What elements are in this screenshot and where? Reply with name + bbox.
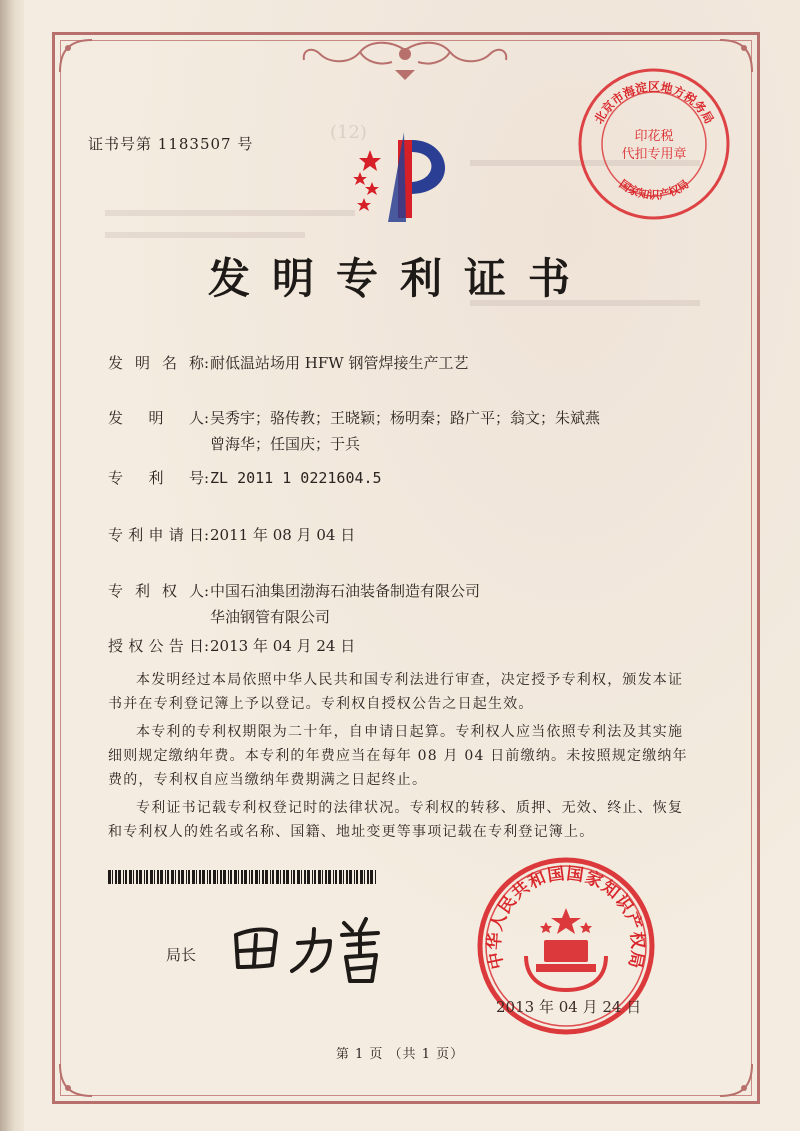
certificate-number-value: 1183507: [157, 135, 232, 153]
barcode-bar: [339, 870, 342, 884]
barcode-icon: [108, 870, 378, 884]
barcode-bar: [192, 870, 195, 884]
field-value-line2: 华油钢管有限公司: [210, 608, 331, 626]
barcode-bar: [354, 870, 355, 884]
barcode-bar: [234, 870, 237, 884]
barcode-bar: [297, 870, 300, 884]
barcode-bar: [314, 870, 316, 884]
barcode-bar: [123, 870, 124, 884]
barcode-bar: [217, 870, 218, 884]
signature-icon: [226, 905, 396, 985]
barcode-bar: [304, 870, 306, 884]
barcode-bar: [375, 870, 376, 884]
barcode-bar: [144, 870, 145, 884]
barcode-bar: [118, 870, 121, 884]
barcode-bar: [178, 870, 180, 884]
field-filing-date: 专利申请日:2011 年 08 月 04 日: [108, 522, 355, 548]
barcode-bar: [154, 870, 155, 884]
barcode-bar: [196, 870, 197, 884]
barcode-bar: [301, 870, 302, 884]
field-value: 中国石油集团渤海石油装备制造有限公司: [210, 582, 481, 600]
barcode-bar: [202, 870, 205, 884]
ghost-line: [105, 210, 355, 216]
field-label: 专利权人: [108, 582, 204, 600]
barcode-bar: [157, 870, 159, 884]
certificate-number-suffix: 号: [237, 135, 254, 153]
barcode-bar: [160, 870, 163, 884]
barcode-bar: [322, 870, 323, 884]
ghost-text: (12): [330, 122, 367, 143]
barcode-bar: [125, 870, 127, 884]
barcode-bar: [265, 870, 268, 884]
barcode-bar: [241, 870, 243, 884]
barcode-bar: [186, 870, 187, 884]
barcode-bar: [283, 870, 285, 884]
barcode-bar: [364, 870, 365, 884]
corner-ornament-icon: [716, 1060, 756, 1100]
barcode-bar: [181, 870, 184, 884]
barcode-bar: [207, 870, 208, 884]
barcode-bar: [136, 870, 138, 884]
field-value: 2013 年 04 月 24 日: [210, 637, 356, 655]
barcode-bar: [276, 870, 279, 884]
field-label: 发明人: [108, 409, 204, 427]
field-value-line2: 曾海华；任国庆；于兵: [210, 435, 361, 453]
field-label: 专利号: [108, 469, 204, 487]
certificate-title: 发明专利证书: [207, 254, 592, 303]
barcode-bar: [251, 870, 253, 884]
corner-ornament-icon: [56, 1060, 96, 1100]
sipo-logo-icon: [340, 122, 470, 232]
barcode-bar: [230, 870, 232, 884]
svg-text:国家知识产权局: 国家知识产权局: [616, 177, 692, 202]
barcode-bar: [213, 870, 216, 884]
barcode-bar: [286, 870, 289, 884]
barcode-bar: [175, 870, 176, 884]
barcode-bar: [112, 870, 113, 884]
barcode-bar: [255, 870, 258, 884]
barcode-bar: [270, 870, 271, 884]
svg-text:印花税: 印花税: [634, 129, 674, 144]
barcode-bar: [367, 870, 369, 884]
field-invention-name: 发明名称:耐低温站场用 HFW 钢管焊接生产工艺: [108, 350, 468, 376]
body-paragraph: 本专利的专利权期限为二十年，自申请日起算。专利权人应当依照专利法及其实施细则规定缴纳年费。本专利的年费应当在每年 08 月 04 日前缴纳。未按照规定缴纳年费的，专利权自应当缴纳年费期满之日起终止。: [108, 724, 688, 788]
barcode-bar: [291, 870, 292, 884]
barcode-bar: [325, 870, 327, 884]
barcode-bar: [272, 870, 274, 884]
barcode-bar: [343, 870, 344, 884]
svg-text:代扣专用章: 代扣专用章: [621, 147, 687, 162]
field-value: 2011 年 08 月 04 日: [210, 526, 356, 544]
barcode-bar: [346, 870, 348, 884]
director-label: 局长: [166, 946, 197, 964]
barcode-bar: [249, 870, 250, 884]
barcode-bar: [129, 870, 132, 884]
barcode-bar: [188, 870, 190, 884]
seal-date: 2013 年 04 月 24 日: [496, 998, 642, 1016]
barcode-bar: [171, 870, 174, 884]
page-number: 第 1 页 （共 1 页）: [335, 1047, 465, 1062]
svg-text:北京市海淀区地方税务局: 北京市海淀区地方税务局: [591, 79, 717, 127]
certificate-number: [88, 133, 253, 154]
field-value: 耐低温站场用 HFW 钢管焊接生产工艺: [210, 354, 469, 372]
barcode-bar: [335, 870, 337, 884]
barcode-bar: [262, 870, 264, 884]
top-ornament-icon: [300, 40, 510, 86]
field-grant-date: 授权公告日:2013 年 04 月 24 日: [108, 633, 355, 659]
certificate-number-label: 证书号第: [88, 135, 153, 153]
field-label: 发明名称: [108, 354, 204, 372]
barcode-bar: [280, 870, 281, 884]
barcode-bar: [328, 870, 331, 884]
svg-text:中华人民共和国国家知识产权局: 中华人民共和国国家知识产权局: [484, 863, 648, 971]
ghost-line: [105, 232, 305, 238]
barcode-bar: [244, 870, 247, 884]
barcode-bar: [238, 870, 239, 884]
barcode-bar: [165, 870, 166, 884]
barcode-bar: [370, 870, 373, 884]
field-label: 授权公告日: [108, 637, 204, 655]
book-spine: [0, 0, 24, 1131]
barcode-bar: [209, 870, 211, 884]
barcode-bar: [293, 870, 295, 884]
certificate-body: [108, 668, 698, 848]
barcode-bar: [318, 870, 321, 884]
barcode-bar: [133, 870, 134, 884]
barcode-bar: [167, 870, 169, 884]
tax-stamp-seal-icon: [574, 64, 734, 224]
barcode-bar: [312, 870, 313, 884]
field-inventors: 发明人:吴秀宇；骆传教；王晓颖；杨明秦；路广平；翁文；朱斌燕 曾海华；任国庆；于兵: [108, 405, 600, 457]
barcode-bar: [307, 870, 310, 884]
corner-ornament-icon: [56, 36, 96, 76]
barcode-bar: [139, 870, 142, 884]
body-paragraph: 本发明经过本局依照中华人民共和国专利法进行审查，决定授予专利权，颁发本证书并在专利登记簿上予以登记。专利权自授权公告之日起生效。: [108, 672, 684, 712]
barcode-bar: [228, 870, 229, 884]
barcode-bar: [360, 870, 363, 884]
barcode-bar: [223, 870, 226, 884]
barcode-bar: [115, 870, 117, 884]
barcode-bar: [146, 870, 148, 884]
field-label: 专利申请日: [108, 526, 204, 544]
barcode-bar: [356, 870, 358, 884]
field-value: 吴秀宇；骆传教；王晓颖；杨明秦；路广平；翁文；朱斌燕: [210, 409, 601, 427]
barcode-bar: [220, 870, 222, 884]
barcode-bar: [259, 870, 260, 884]
barcode-bar: [199, 870, 201, 884]
barcode-bar: [108, 870, 111, 884]
field-patent-number: 专利号:ZL 2011 1 0221604.5: [108, 465, 382, 491]
field-value: ZL 2011 1 0221604.5: [210, 469, 382, 487]
body-paragraph: 专利证书记载专利权登记时的法律状况。专利权的转移、质押、无效、终止、恢复和专利权人的姓名或名称、国籍、地址变更等事项记载在专利登记簿上。: [108, 800, 684, 840]
barcode-bar: [333, 870, 334, 884]
barcode-bar: [349, 870, 352, 884]
barcode-bar: [150, 870, 153, 884]
field-patentee: 专利权人:中国石油集团渤海石油装备制造有限公司 华油钢管有限公司: [108, 578, 480, 630]
